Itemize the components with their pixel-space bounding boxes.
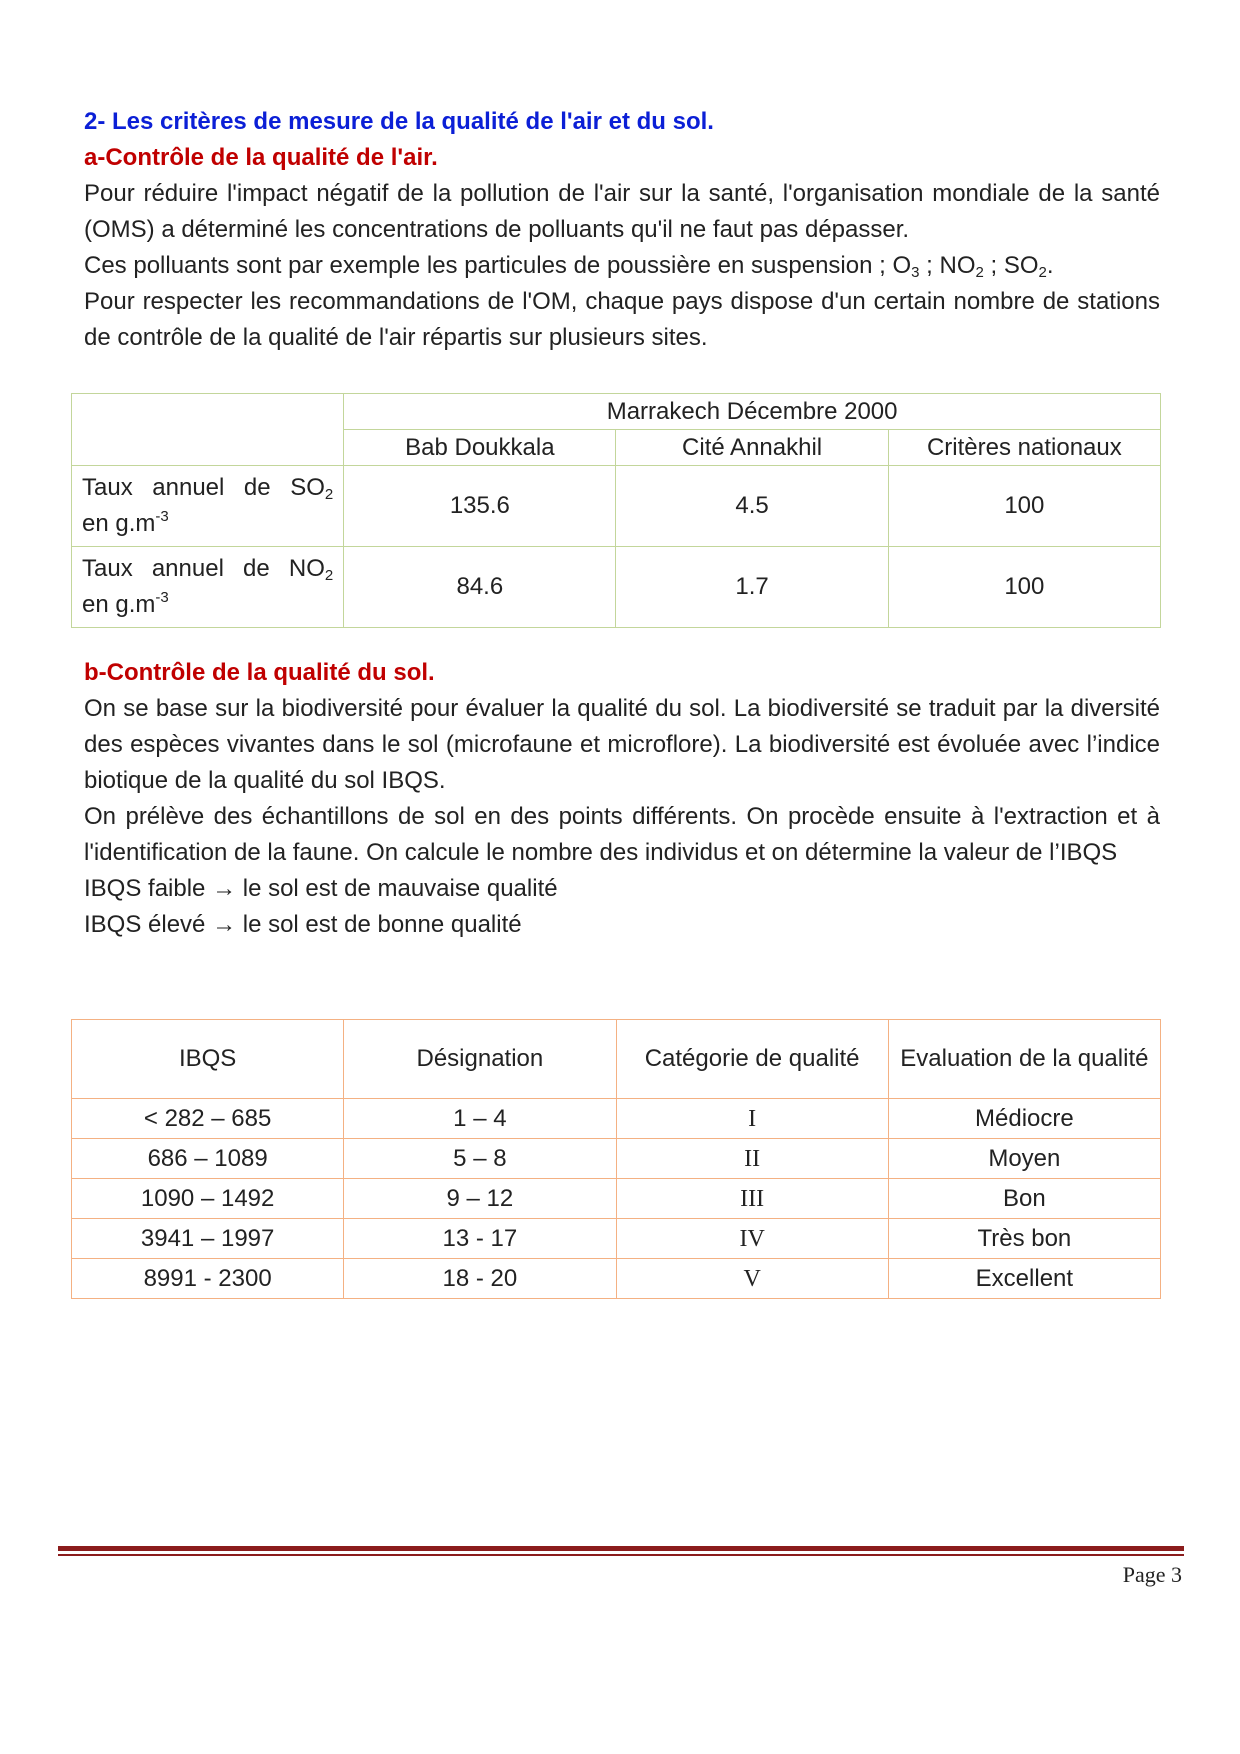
soil-line-high: IBQS élevé → le sol est de bonne qualité	[84, 911, 522, 938]
row-label: Taux annuel de $NO_2$ en $g.m^{-3}$	[72, 547, 344, 628]
table-cell: Moyen	[888, 1139, 1160, 1179]
row-label: Taux annuel de $SO_2$ en $g.m^{-3}$	[72, 466, 344, 547]
table-cell: 686 – 1089	[72, 1139, 344, 1179]
table-cell: Très bon	[888, 1219, 1160, 1259]
table-row	[72, 1259, 1161, 1299]
air-subtitle: a-Contrôle de la qualité de l'air.	[84, 144, 438, 171]
table-cell: I	[616, 1099, 888, 1139]
section-title: 2- Les critères de mesure de la qualité de l'air et du sol.	[84, 108, 714, 135]
soil-line-low: IBQS faible → le sol est de mauvaise qualité	[84, 875, 558, 902]
table-cell: IV	[616, 1219, 888, 1259]
soil-subtitle: b-Contrôle de la qualité du sol.	[84, 659, 435, 686]
table-cell: 84.6	[344, 547, 616, 628]
table-cell: Excellent	[888, 1259, 1160, 1299]
table-row	[72, 466, 1161, 547]
column-header: Bab Doukkala	[344, 430, 616, 466]
page-number: Page 3	[1122, 1562, 1182, 1587]
column-header: Evaluation de la qualité	[888, 1020, 1160, 1099]
table-cell: 135.6	[344, 466, 616, 547]
air-paragraph-1: Pour réduire l'impact négatif de la pollution de l'air sur la santé, l'organisation mondiale de la santé (OMS) a déterminé les concentrations de polluants qu'il ne faut pas dépasser.	[84, 180, 1160, 243]
soil-section	[84, 655, 1160, 943]
table-row	[72, 1219, 1161, 1259]
soil-paragraph-1: On se base sur la biodiversité pour évaluer la qualité du sol. La biodiversité se traduit par la diversité des espèces vivantes dans le sol (microfaune et microflore). La biodiversité est évoluée avec l’indice biotique de la qualité du sol IBQS.	[84, 695, 1160, 794]
column-header: Catégorie de qualité	[616, 1020, 888, 1099]
table-cell: 4.5	[616, 466, 888, 547]
air-paragraph-3: Pour respecter les recommandations de l'OM, chaque pays dispose d'un certain nombre de stations de contrôle de la qualité de l'air répartis sur plusieurs sites.	[84, 288, 1160, 351]
table-cell: 1.7	[616, 547, 888, 628]
table-cell: V	[616, 1259, 888, 1299]
air-paragraph-2: Ces polluants sont par exemple les particules de poussière en suspension ; $O_3$ ; $NO_2$ ; $SO_2$.	[84, 252, 1054, 281]
table-row	[72, 1099, 1161, 1139]
table-cell: 3941 – 1997	[72, 1219, 344, 1259]
empty-corner-cell	[72, 394, 344, 466]
footer-divider	[58, 1546, 1184, 1551]
group-header: Marrakech Décembre 2000	[344, 394, 1161, 430]
table-row	[72, 547, 1161, 628]
column-header: Désignation	[344, 1020, 616, 1099]
soil-paragraph-2: On prélève des échantillons de sol en des points différents. On procède ensuite à l'extraction et à l'identification de la faune. On calcule le nombre des individus et on détermine la valeur de l’IBQS	[84, 803, 1160, 866]
ibqs-table	[71, 1019, 1161, 1299]
table-cell: 9 – 12	[344, 1179, 616, 1219]
table-cell: 13 - 17	[344, 1219, 616, 1259]
table-cell: 18 - 20	[344, 1259, 616, 1299]
table-cell: II	[616, 1139, 888, 1179]
document-body	[84, 104, 1160, 356]
table-cell: III	[616, 1179, 888, 1219]
table-cell: 5 – 8	[344, 1139, 616, 1179]
footer-divider-thin	[58, 1554, 1184, 1556]
table-cell: 100	[888, 547, 1160, 628]
table-cell: 8991 - 2300	[72, 1259, 344, 1299]
table-cell: Médiocre	[888, 1099, 1160, 1139]
table-row	[72, 1139, 1161, 1179]
table-cell: 100	[888, 466, 1160, 547]
table-cell: Bon	[888, 1179, 1160, 1219]
table-cell: 1090 – 1492	[72, 1179, 344, 1219]
table-cell: 1 – 4	[344, 1099, 616, 1139]
table-row	[72, 1179, 1161, 1219]
column-header: IBQS	[72, 1020, 344, 1099]
air-quality-table	[71, 393, 1161, 628]
table-cell: < 282 – 685	[72, 1099, 344, 1139]
column-header: Cité Annakhil	[616, 430, 888, 466]
column-header: Critères nationaux	[888, 430, 1160, 466]
